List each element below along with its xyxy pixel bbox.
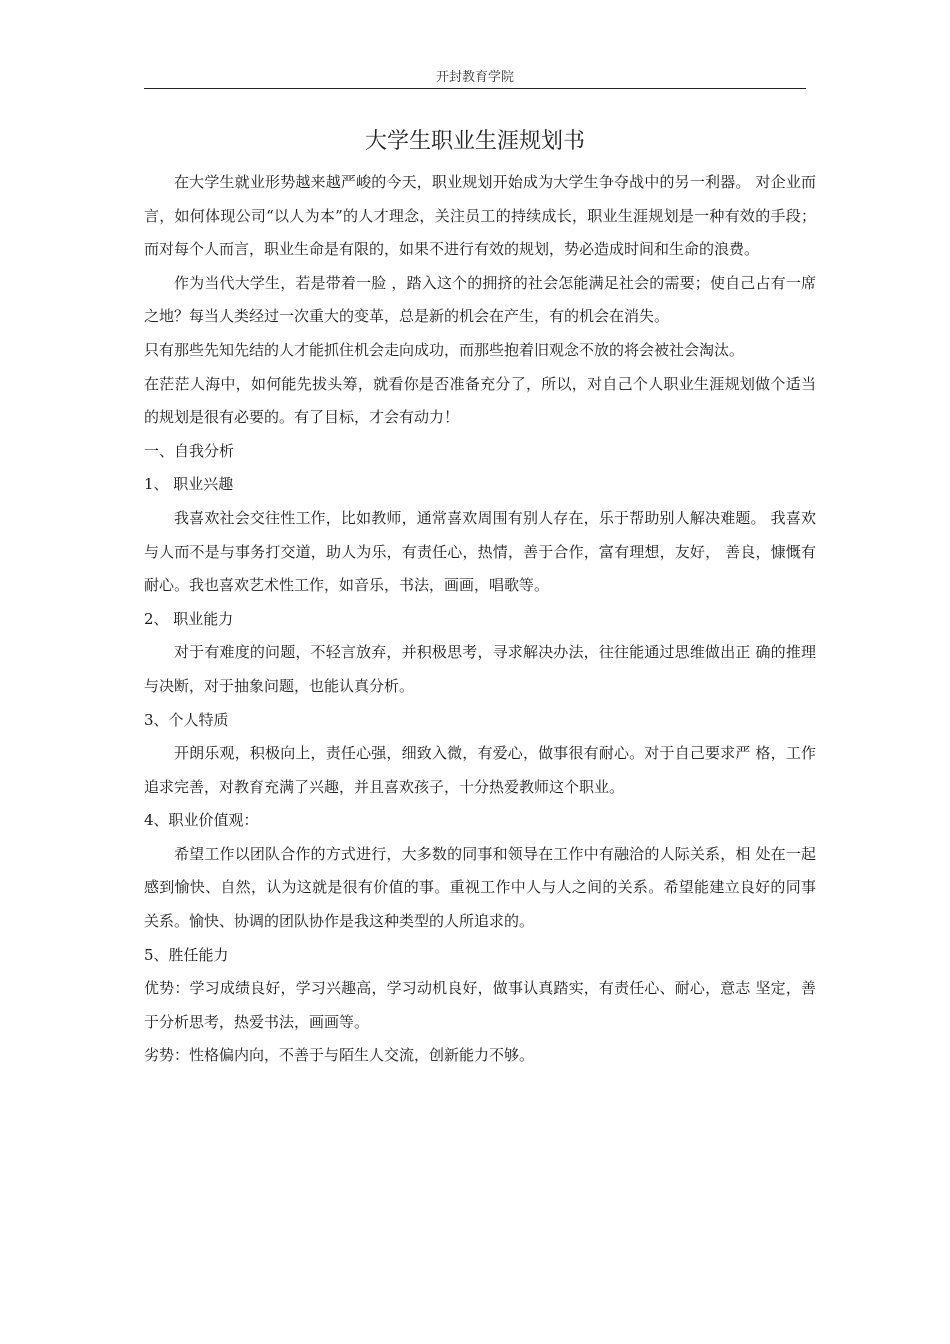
document-title: 大学生职业生涯规划书 [364, 129, 585, 154]
subsection-heading-ability: 2、 职业能力 [144, 609, 234, 628]
body-paragraph: 只有那些先知先结的人才能抓住机会走向成功，而那些抱着旧观念不放的将会被社会淘汰。 [144, 340, 745, 359]
page-header: 开封教育学院 [435, 70, 514, 85]
subsection-heading-competence: 5、胜任能力 [144, 945, 229, 964]
weaknesses-paragraph: 劣势：性格偏内向，不善于与陌生人交流，创新能力不够。 [144, 1046, 535, 1065]
body-paragraph: 作为当代大学生，若是带着一脸 ，踏入这个的拥挤的社会怎能满足社会的需要；使自己占有一席之地？每当人类经过一次重大的变革，总是新的机会在产生，有的机会在消失。 [144, 273, 816, 326]
document-body [144, 166, 816, 1073]
body-paragraph: 在茫茫人海中，如何能先拔头筹，就看你是否准备充分了，所以，对自己个人职业生涯规划做个适当的规划是很有必要的。有了目标，才会有动力！ [144, 374, 816, 427]
subsection-heading-interest: 1、 职业兴趣 [144, 475, 234, 494]
header-divider [144, 88, 806, 89]
body-paragraph: 对于有难度的问题，不轻言放弃，并积极思考，寻求解决办法，往往能通过思维做出正 确的推理与决断，对于抽象问题，也能认真分析。 [144, 643, 816, 695]
body-paragraph: 开朗乐观，积极向上，责任心强，细致入微，有爱心，做事很有耐心。对于自己要求严 格，工作追求完善，对教育充满了兴趣，并且喜欢孩子，十分热爱教师这个职业。 [144, 744, 816, 796]
intro-paragraph: 在大学生就业形势越来越严峻的今天，职业规划开始成为大学生争夺战中的另一利器。 对企业而言，如何体现公司“以人为本”的人才理念，关注员工的持续成长，职业生涯规划是一种有效的手段；而对每个人而言，职业生命是有限的，如果不进行有效的规划，势必造成时间和生命的浪费。 [144, 173, 816, 259]
body-paragraph: 希望工作以团队合作的方式进行，大多数的同事和领导在工作中有融洽的人际关系，相 处在一起感到愉快、自然，认为这就是很有价值的事。重视工作中人与人之间的关系。希望能建立良好的同事关系。愉快、协调的团队协作是我这种类型的人所追求的。 [144, 844, 816, 931]
subsection-heading-values: 4、职业价值观： [144, 811, 259, 830]
strengths-paragraph: 优势：学习成绩良好，学习兴趣高，学习动机良好，做事认真踏实，有责任心、耐心，意志 坚定，善于分析思考，热爱书法，画画等。 [144, 979, 816, 1031]
body-paragraph: 我喜欢社会交往性工作，比如教师，通常喜欢周围有别人存在，乐于帮助别人解决难题。 我喜欢与人而不是与事务打交道，助人为乐，有责任心，热情，善于合作，富有理想，友好， 善良，慷慨有耐心。我也喜欢艺术性工作，如音乐，书法，画画，唱歌等。 [144, 508, 816, 595]
subsection-heading-traits: 3、个人特质 [144, 710, 229, 729]
section-heading-self-analysis: 一、自我分析 [144, 441, 235, 460]
